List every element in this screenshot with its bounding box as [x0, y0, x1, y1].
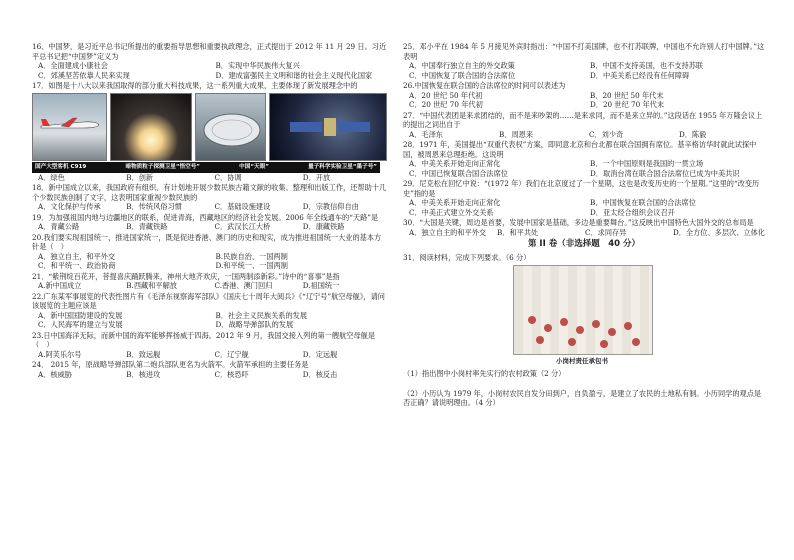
photo-captions: [32, 162, 380, 173]
options: [403, 91, 765, 110]
option-b: B．传统风俗习惯: [126, 202, 182, 212]
fingerprint-stamp: [536, 336, 544, 344]
options: [32, 350, 387, 360]
option-d: D．中美关系已经没有任何障碍: [590, 70, 690, 80]
question-stem: 24． 2015 年，原战略导弹部队第二炮兵部队更名为火箭军。火箭军承担的主要任务是: [32, 360, 309, 370]
option-b: B．社会主义民族关系的发展: [215, 310, 308, 320]
right-column: [403, 42, 765, 409]
option-d: D.祖国统一: [302, 281, 340, 291]
options: [32, 173, 387, 183]
option-d: D．定远舰: [302, 349, 338, 359]
option-a: A．20 世纪 50 年代初: [409, 90, 483, 100]
options: [32, 222, 387, 232]
question-31: [403, 253, 765, 408]
question-stem: 29．尼克松在回忆中说：“(1972 年）我们在北京度过了一个星期，这也是改变历史的一个星期。”这里的“改变历史”指的是: [403, 179, 760, 198]
option-b: B．20 世纪 50 年代末: [590, 90, 664, 100]
option-c: C．核恐吓: [214, 369, 249, 379]
question-27: [403, 111, 765, 140]
fingerprint-stamp: [560, 318, 568, 326]
option-b: B．创新: [126, 172, 154, 182]
option-c: C．和平统一、政治协商: [38, 261, 116, 271]
question-26: [403, 81, 765, 110]
question-16: [32, 42, 387, 80]
question-23: [32, 331, 387, 360]
question-stem: 22.广东某军事展览的代表性图片有《毛泽东视察海军部队》《国庆七十周年大阅兵》《“辽宁号”航空母舰》，请问该展览的主题应该是: [32, 291, 385, 311]
options: [403, 130, 765, 140]
option-d: D．取消台湾在联合国合法席位已成为中美共识: [590, 168, 740, 178]
caption-tianyan: 中国“天眼”: [239, 163, 269, 170]
question-stem: 16、中国梦，是习近平总书记所提出的重要指导思想和重要执政理念，正式提出于 2012 年 11 月 29 日。习近平总书记把“中国梦”定义为: [32, 42, 387, 61]
option-a: A．全面建成小康社会: [38, 61, 108, 70]
option-d: D．核反击: [302, 369, 338, 379]
option-d: D．开放: [302, 172, 331, 182]
question-19: [32, 213, 387, 232]
option-c: C．辽宁舰: [214, 349, 249, 359]
option-c: C．中美正式建立外交关系: [409, 207, 494, 217]
fingerprint-stamp: [544, 324, 552, 332]
question-stem: 21．“紫荆绽百花开，菩提喜庆踊跃腾来，神州大地齐欢庆，一国两制添新彩。”诗中的“喜事”是指: [32, 271, 340, 281]
sub-question-1: （1）指出图中小岗村率先实行的农村政策（2 分）: [403, 369, 566, 379]
section-title: 第 II 卷（非选择题 40 分）: [527, 239, 641, 249]
option-c: C．武汉长江大桥: [214, 222, 271, 232]
options: [32, 370, 387, 380]
airliner-photo: [32, 93, 107, 161]
option-b: B．一个中国原则是我国的一贯立场: [590, 159, 704, 168]
photo-row: [32, 93, 387, 161]
fingerprint-stamp: [600, 340, 608, 348]
fingerprint-stamp: [568, 338, 576, 346]
option-b: B．实现中华民族伟大复兴: [215, 61, 300, 70]
caption-wukong: 暗物质粒子探测卫星“悟空号”: [125, 163, 200, 170]
option-c: C．基础设施建设: [214, 202, 271, 212]
caption-c919: 国产大型客机 C919: [35, 163, 87, 170]
options: [403, 198, 765, 217]
option-b: B．中国恢复在联合国的合法席位: [590, 198, 696, 207]
question-24: [32, 360, 387, 379]
option-a: A．独立自主的和平外交: [409, 227, 487, 237]
option-b: B．中国不支持美国，也不支持苏联: [590, 61, 704, 70]
option-c: C．20 世纪 70 年代初: [409, 100, 483, 109]
option-d: D．宗教信仰自由: [302, 202, 359, 212]
options: [32, 252, 387, 271]
question-20: [32, 233, 387, 271]
options: [403, 61, 765, 80]
option-d: D．全方位、多层次、立体化: [672, 227, 765, 237]
option-a: A.阿芙乐尔号: [38, 349, 82, 359]
question-29: [403, 179, 765, 217]
satellite-icon: [270, 94, 387, 160]
option-d: D．陈毅: [679, 129, 707, 139]
options: [403, 228, 765, 238]
option-a: A．中美关系开始走向正常化: [409, 198, 501, 207]
option-b: B.民族自治、一国两制: [215, 251, 288, 261]
options: [403, 159, 765, 178]
question-stem: 17．如图是十八大以来我国取得的部分重大科技成果，这一系列重大成果，主要体现了新发展理念中的: [32, 81, 358, 90]
option-a: A．绿色: [38, 172, 65, 182]
question-stem: 28．1971 年，美国提出“双重代表权”方案，即同意北京和台北都在联合国拥有席位。基辛格访华时就此试探中国，被周恩来总理拒绝。这说明: [403, 140, 757, 159]
option-b: B.西藏和平解放: [126, 281, 177, 291]
question-18: [32, 183, 387, 212]
question-22: [32, 292, 387, 330]
option-c: C．求同存异: [584, 227, 627, 237]
option-d: D．康藏铁路: [302, 222, 345, 232]
fingerprint-stamp: [632, 338, 640, 346]
image-caption: 小岗村责任承包书: [556, 356, 608, 365]
question-stem: 31．阅读材料，完成下列要求。（6 分）: [403, 253, 531, 263]
option-c: C．中国恢复了联合国的合法席位: [409, 70, 516, 80]
satellite-photo: [269, 93, 387, 161]
option-a: A．中美关系开始走向正常化: [409, 159, 501, 168]
option-d: D．建成富强民主文明和谐的社会主义现代化国家: [215, 70, 373, 80]
option-b: B．青藏铁路: [126, 222, 168, 232]
option-a: A．青藏公路: [38, 222, 80, 232]
question-21: [32, 272, 387, 291]
option-b: B．和平共处: [496, 227, 539, 237]
question-stem: 23.日中国海洋无际，而新中国的海军能够挥扬威于四海。2012 年 9 月，我国交接入列的第一艘航空母舰是（ ）: [32, 330, 376, 350]
question-stem: 30．“大国是关键，周边是首要，发展中国家是基础，多边是重要舞台。”这反映出中国特色大国外交的总布局是: [403, 218, 754, 227]
option-a: A．新中国国防建设的发展: [38, 310, 123, 320]
question-stem: 20.我们要实现祖国统一，推进国家统一，既是促进香港、澳门的历史和现实，成为推进祖国统一大业的基本方针是（ ）: [32, 232, 382, 252]
fingerprint-stamp: [528, 316, 536, 324]
question-stem: 26.中国恢复在联合国的合法席位的时间可以表述为: [403, 81, 566, 90]
telescope-photo: [195, 93, 267, 161]
options: [32, 311, 387, 330]
option-c: C．刘少奇: [589, 129, 624, 139]
option-a: A.新中国成立: [38, 281, 82, 291]
option-a: A．核威胁: [38, 369, 72, 379]
question-stem: 25．邓小平在 1984 年 5 月接见外宾时指出：“中国不打美国牌，也不打苏联牌，中国也不允许别人打中国牌。”这表明: [403, 42, 765, 61]
sub-question-2: （2）小历认为 1979 年，小岗村农民自发分田到户，自负盈亏，是建立了农民的土地私有制。小历同学的观点是否正确？请说明理由。（4 分）: [403, 388, 762, 408]
fingerprint-stamp: [608, 328, 616, 336]
radio-telescope-icon: [196, 94, 267, 160]
option-a: A．中国奉行独立自主的外交政策: [409, 61, 515, 70]
question-28: [403, 140, 765, 178]
option-a: A．独立自主，和平外交: [38, 251, 116, 261]
option-a: A．文化保护与传承: [38, 202, 101, 212]
option-d: D．战略导弹部队的发展: [215, 320, 294, 330]
rocket-launch-photo: [110, 93, 191, 161]
option-d: D.和平统一、一国两制: [215, 261, 288, 271]
option-d: D．亚太经合组织会议召开: [590, 207, 675, 217]
options: [32, 202, 387, 212]
fingerprint-stamp: [624, 322, 632, 330]
option-c: C．中国已恢复联合国合法席位: [409, 168, 508, 178]
airplane-icon: [39, 116, 101, 134]
left-column: [32, 42, 387, 380]
option-c: C.香港、澳门回归: [214, 281, 273, 291]
question-30: [403, 218, 765, 237]
option-b: B．周恩来: [499, 129, 534, 139]
contract-document-image: [513, 265, 653, 355]
option-d: D．20 世纪 70 年代末: [590, 100, 665, 109]
option-b: B．致远舰: [126, 349, 161, 359]
caption-mozi: 量子科学实验卫星“墨子号”: [308, 163, 377, 170]
question-stem: 19．为加强祖国内地与边疆地区的联系，促进青海，西藏地区的经济社会发展。2006 年全线通车的“天路”是: [32, 212, 379, 222]
option-c: C．郊溪坚苦依靠人民来实现: [38, 70, 130, 80]
question-stem: 18．新中国成立以来，我国政府有组织、有计划地开展少数民族古籍文献的收集、整理和出版工作，还帮助十几个少数民族创制了文字，这表明国家重视少数民族的: [32, 183, 387, 202]
question-17: [32, 81, 387, 182]
question-stem: 27．“中国代表团是来求团结的，而不是来吵架的……是来求同，而不是来立异的。”这段话在 1955 年万隆会议上的提出之词出自于: [403, 110, 763, 129]
fingerprint-stamp: [576, 326, 584, 334]
option-a: A．毛泽东: [409, 129, 443, 139]
option-c: C．协调: [214, 172, 242, 182]
question-25: [403, 42, 765, 80]
options: [32, 61, 387, 80]
fingerprint-stamp: [592, 320, 600, 328]
option-c: C．人民海军的建立与发展: [38, 320, 123, 330]
option-b: B．核进攻: [126, 369, 161, 379]
options: [32, 281, 387, 291]
